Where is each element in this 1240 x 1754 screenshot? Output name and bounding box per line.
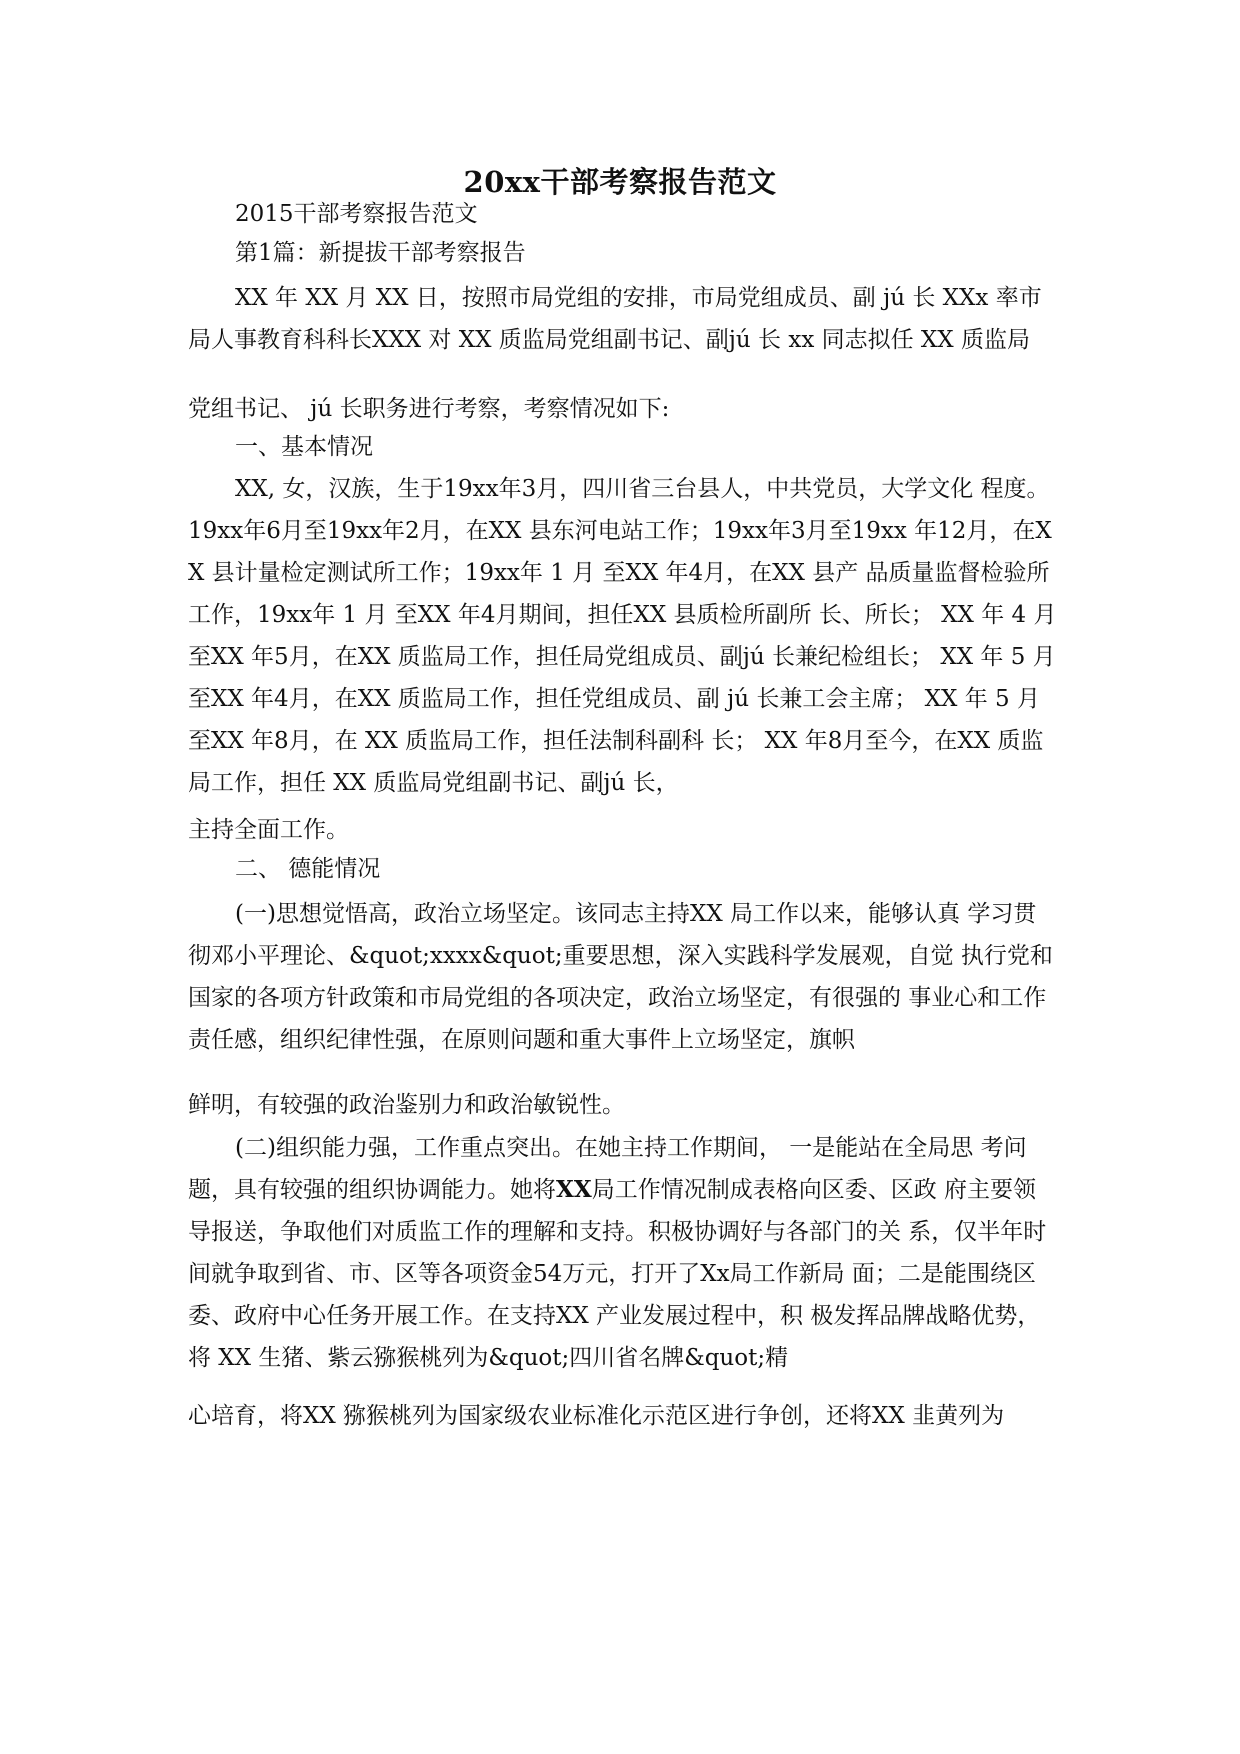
intro-paragraph-tail: 党组书记、 jú 长职务进行考察，考察情况如下: — [188, 396, 670, 422]
paragraph-political-awareness: (一)思想觉悟高，政治立场坚定。该同志主持XX 局工作以来，能够认真 学习贯彻邓小平理论、&quot;xxxx&quot;重要思想，深入实践科学发展观，自觉 执行党和国家的各项方针政策和市局党组的各项决定，政治立场坚定，有很强的 事业心和工作责任感，组织纪律性强，在原则问题和重大事件上立场坚定，旗帜 — [188, 901, 1053, 1053]
paragraph-political-awareness-tail: 鲜明，有较强的政治鉴别力和政治敏锐性。 — [188, 1092, 625, 1118]
intro-paragraph: XX 年 XX 月 XX 日，按照市局党组的安排，市局党组成员、副 jú 长 XXx 率市 局人事教育科科长XXX 对 XX 质监局党组副书记、副jú 长 xx 同志拟任 XX 质监局 — [188, 285, 1042, 353]
basic-info-paragraph: XX, 女，汉族，生于19xx年3月，四川省三台县人，中共党员，大学文化 程度。19xx年6月至19xx年2月，在XX 县东河电站工作；19xx年3月至19xx 年12月，在XX 县计量检定测试所工作；19xx年 1 月 至XX 年4月，在XX 县产 品质量监督检验所工作，19xx年 1 月 至XX 年4月期间，担任XX 县质检所副所 长、所长； XX 年 4 月 至XX 年5月，在XX 质监局工作，担任局党组成员、副jú 长兼纪检组长； XX 年 5 月 至XX 年4月，在XX 质监局工作，担任党组成员、副 jú 长兼工会主席； XX 年 5 月 至XX 年8月，在 XX 质监局工作，担任法制科副科 长； XX 年8月至今，在XX 质监局工作，担任 XX 质监局党组副书记、副jú 长， — [188, 476, 1057, 796]
paragraph-organizational-ability-part2: 局工作情况制成表格向区委、区政 府主要领导报送，争取他们对质监工作的理解和支持。积极协调好与各部门的关 系，仅半年时间就争取到省、市、区等各项资金54万元，打开了Xx局工作新局 面；二是能围绕区委、政府中心任务开展工作。在支持XX 产业发展过程中，积 极发挥品牌战略优势，将 XX 生猪、紫云猕猴桃列为&quot;四川省名牌&quot;精 — [188, 1177, 1047, 1371]
chapter-heading: 第1篇：新提拔干部考察报告 — [235, 240, 526, 266]
document-subtitle: 2015干部考察报告范文 — [235, 201, 478, 227]
document-title: 20xx干部考察报告范文 — [463, 165, 777, 199]
paragraph-organizational-ability — [188, 1127, 1058, 1379]
section-heading-virtue-ability: 二、 德能情况 — [235, 856, 381, 882]
section-heading-basic-info: 一、基本情况 — [235, 434, 373, 460]
paragraph-organizational-ability-part1: (二)组织能力强，工作重点突出。在她主持工作期间， 一是能站在全局思 考问题，具有较强的组织协调能力。她将 — [188, 1135, 1027, 1203]
basic-info-paragraph-tail: 主持全面工作。 — [188, 817, 349, 843]
bold-xx-mark: XX — [556, 1176, 592, 1203]
paragraph-organizational-ability-tail: 心培育，将XX 猕猴桃列为国家级农业标准化示范区进行争创，还将XX 韭黄列为 — [188, 1403, 1005, 1429]
